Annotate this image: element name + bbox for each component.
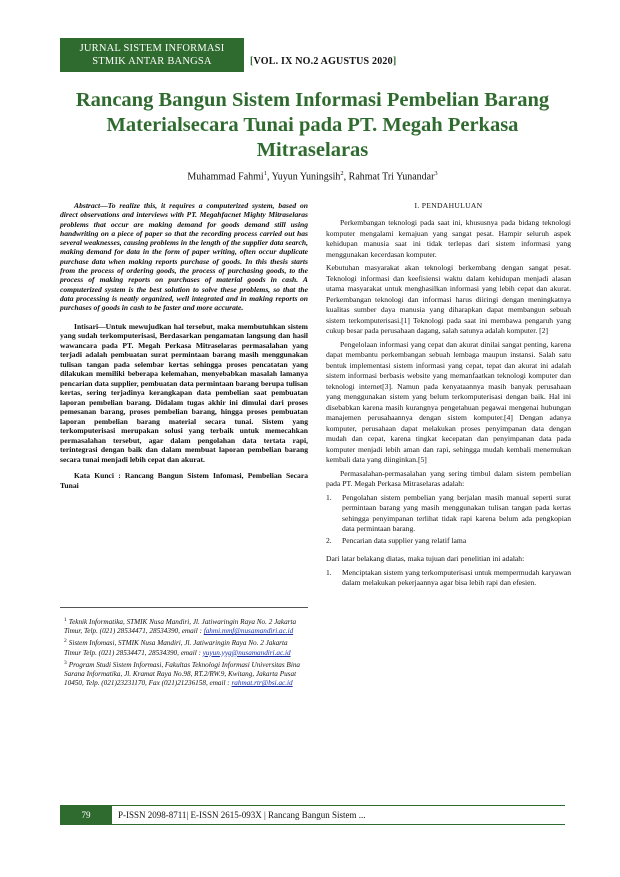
body-paragraph: Pengelolaan informasi yang cepat dan akurat dinilai sangat penting, karena dapat membantu perkembangan sebuah lembaga maupun instansi. Salah satu bentuk implementasi sistem informasi yang cepat, tepat dan akurat ini adalah sistem informasi berbasis website yang memanfaatkan teknologi komputer dan teknologi internet[3]. Namun pada kenyataannya masih banyak perusahaan yang menggunakan sistem yang belum terkomputerisasi dengan baik. Hal ini disebabkan karena masih kurangnya pengetahuan pegawai mengenai hubungan manajemen perusahaannya dengan sistem komputer.[4] Dengan adanya komputer, perusahaan dapat melakukan proses penyimpanan data dengan mudah dan cepat, karena tingkat kecepatan dan penyimpanan data pada komputer menjadi lebih aman dan rapi, sehingga mudah kembali menemukan kembali data yang diinginkan.[5] xyxy=(326,339,571,464)
author-name: Rahmat Tri Yunandar xyxy=(348,171,435,183)
issues-list xyxy=(326,493,571,547)
list-item xyxy=(326,568,571,589)
left-column xyxy=(60,201,308,490)
keywords: Kata Kunci : Rancang Bangun Sistem Infomasi, Pembelian Secara Tunai xyxy=(60,471,308,490)
abstract-indonesian: Intisari—Untuk mewujudkan hal tersebut, maka membutuhkan sistem yang sudah terkomputerisasi, Berdasarkan pengamatan langsung dan hasil wawancara pada PT. Megah Perkasa Mitraselaras permasalahan yang terjadi adalah pembuatan surat permintaan barang masih menggunakan tulisan tangan pada selembar kertas sehingga proses pencatatan yang dilakukan memiliki beberapa kelemahan, menyebabkan masalah lamanya pencarian data supplier, pembuatan data permintaan barang berupa tulisan kertas, sering terjadinya kerangkapan data pembelian saat pembuatan laporan pembelian barang. Didalam tugas akhir ini dimulai dari proses pemesanan barang, proses pembelian barang, hingga proses pembuatan laporan pembelian barang material secara tunai. Sistem yang terkomputerisasi merupakan solusi yang terbaik untuk memecahkan permasalahan tersebut, agar dalam pengolahan data tertata rapi, terintegrasi dengan baik dan dalam membuat laporan pembelian barang secara tunai menjadi lebih cepat dan akurat. xyxy=(60,321,308,464)
author-list: Muhammad Fahmi$^1$, Yuyun Yuningsih$^2$, Rahmat Tri Yunandar$^3$ xyxy=(187,170,438,183)
footnote xyxy=(64,616,304,636)
list-item xyxy=(326,493,571,535)
list-text: Menciptakan sistem yang terkomputerisasi untuk mempermudah karyawan dalam melakukan pekerjaannya agar bisa lebih rapi dan efesien. xyxy=(342,567,571,587)
page-number: 79 xyxy=(60,806,112,824)
email-link[interactable]: yuyun.yyg@nusamandiri.ac.id xyxy=(202,648,291,657)
body-paragraph: Kebutuhan masyarakat akan teknologi berkembang dengan sangat pesat. Teknologi informasi dan keefisiensi waktu dalam kehidupan menjadi alasan utama masyarakat untuk menghasilkan informasi yang lebih cepat dan akurat. Perkembangan teknologi dan informasi harus diiringi dengan meningkatnya kualitas sumber daya manusia yang diharapkan dapat membangun sebuah sistem terkomputerisasi.[1] Teknologi pada saat ini membawa pengaruh yang cukup besar pada perusahaan dagang, salah satunya adalah komputer. [2] xyxy=(326,263,571,335)
footnote-text: Sistem Infomasi, STMIK Nusa Mandiri, Jl. Jatiwaringin Raya No. 2 Jakarta Timur Telp. (021) 28534471, 28534390, email : xyxy=(64,639,288,657)
right-column xyxy=(326,201,571,590)
footnote-text: Program Studi Sistem Informasi, Fakultas Teknologi Informasi Universitas Bina Sarana Informatika, Jl. Kramat Raya No.98, RT.2/RW.9, Kwitang, Jakarta Pusat 10450, Telp. (021)23231170, Fax (021)21236158, email : xyxy=(64,660,301,688)
abstract-english: Abstract—To realize this, it requires a computerized system, based on direct observations and interviews with PT. Megahfacnet Mighty Mitraselaras problems that occur are making demand for goods demand still using handwriting on a piece of paper so that the recording process carried out has several weaknesses, causing problems in the length of the supplier data search, making demand for data in the form of paper writing, often occur duplicate purchase data when making reports purchase of goods. In this thesis starts from the process of ordering goods, the process of purchasing goods, to the process of making reports on purchases of material goods in cash. A computerized system is the best solution to solve these problems, so that the data processing is neatly organized, well integrated and in making reports on purchases of goods in cash to be faster and more accurate. xyxy=(60,201,308,313)
body-paragraph: Dari latar belakang diatas, maka tujuan dari penelitian ini adalah: xyxy=(326,554,525,563)
list-text: Pencarian data supplier yang relatif lama xyxy=(342,535,467,545)
journal-name-line1: JURNAL SISTEM INFORMASI xyxy=(79,43,225,54)
journal-name-box xyxy=(60,38,244,72)
author-mark: 1 xyxy=(263,170,267,177)
footnote-text: Teknik Informatika, STMIK Nusa Mandiri, Jl. Jatiwaringin Raya No. 2 Jakarta Timur, Telp. (021) 28534471, 28534390, email : xyxy=(64,618,297,636)
list-item xyxy=(326,536,571,547)
footnotes xyxy=(64,616,304,689)
email-link[interactable]: rahmat.rtr@bsi.ac.id xyxy=(231,679,293,688)
footnote xyxy=(64,637,304,657)
body-paragraph: Perkembangan teknologi pada saat ini, khususnya pada bidang teknologi komputer mengalami kemajuan yang sangat pesat. Hampir seluruh aspek kehidupan manusia saat ini tidak terlepas dari sistem informasi yang menggunakan kecerdasan komputer. xyxy=(326,218,571,259)
list-number: 2. xyxy=(326,535,332,545)
goals-list xyxy=(326,568,571,589)
footnote-divider xyxy=(60,607,308,608)
list-number: 1. xyxy=(326,567,332,577)
author-mark: 3 xyxy=(434,170,438,177)
section-heading: I. PENDAHULUAN xyxy=(414,201,483,210)
email-link[interactable]: fahmi.mmf@nusamandiri.ac.id xyxy=(203,627,294,636)
volume-text: VOL. IX NO.2 AGUSTUS 2020 xyxy=(253,56,393,67)
footer-issn: P-ISSN 2098-8711| E-ISSN 2615-093X | Rancang Bangun Sistem ... xyxy=(118,810,366,820)
footnote xyxy=(64,659,304,689)
author-mark: 2 xyxy=(340,170,344,177)
journal-name-line2: STMIK ANTAR BANGSA xyxy=(92,56,212,67)
list-number: 1. xyxy=(326,492,332,502)
footnote-number: 1 xyxy=(64,617,67,623)
author-name: Yuyun Yuningsih xyxy=(271,171,341,183)
footnote-number: 3 xyxy=(64,659,67,666)
volume-label: [VOL. IX NO.2 AGUSTUS 2020] xyxy=(250,56,397,67)
list-text: Pengolahan sistem pembelian yang berjalan masih manual seperti surat permintaan barang yang masih menggunakan tulisan tangan pada kertas sehingga penyimpanan terlihat tidak rapi karena belum ada pengkopian data permintaan barang. xyxy=(342,492,571,533)
footnote-number: 2 xyxy=(64,638,67,645)
author-name: Muhammad Fahmi xyxy=(187,171,264,183)
paper-title: Rancang Bangun Sistem Informasi Pembelian Barang Materialsecara Tunai pada PT. Megah Perkasa Mitraselaras xyxy=(75,89,550,161)
body-paragraph: Permasalahan-permasalahan yang sering timbul dalam sistem pembelian pada PT. Megah Perkasa Mitraselaras adalah: xyxy=(326,468,571,488)
